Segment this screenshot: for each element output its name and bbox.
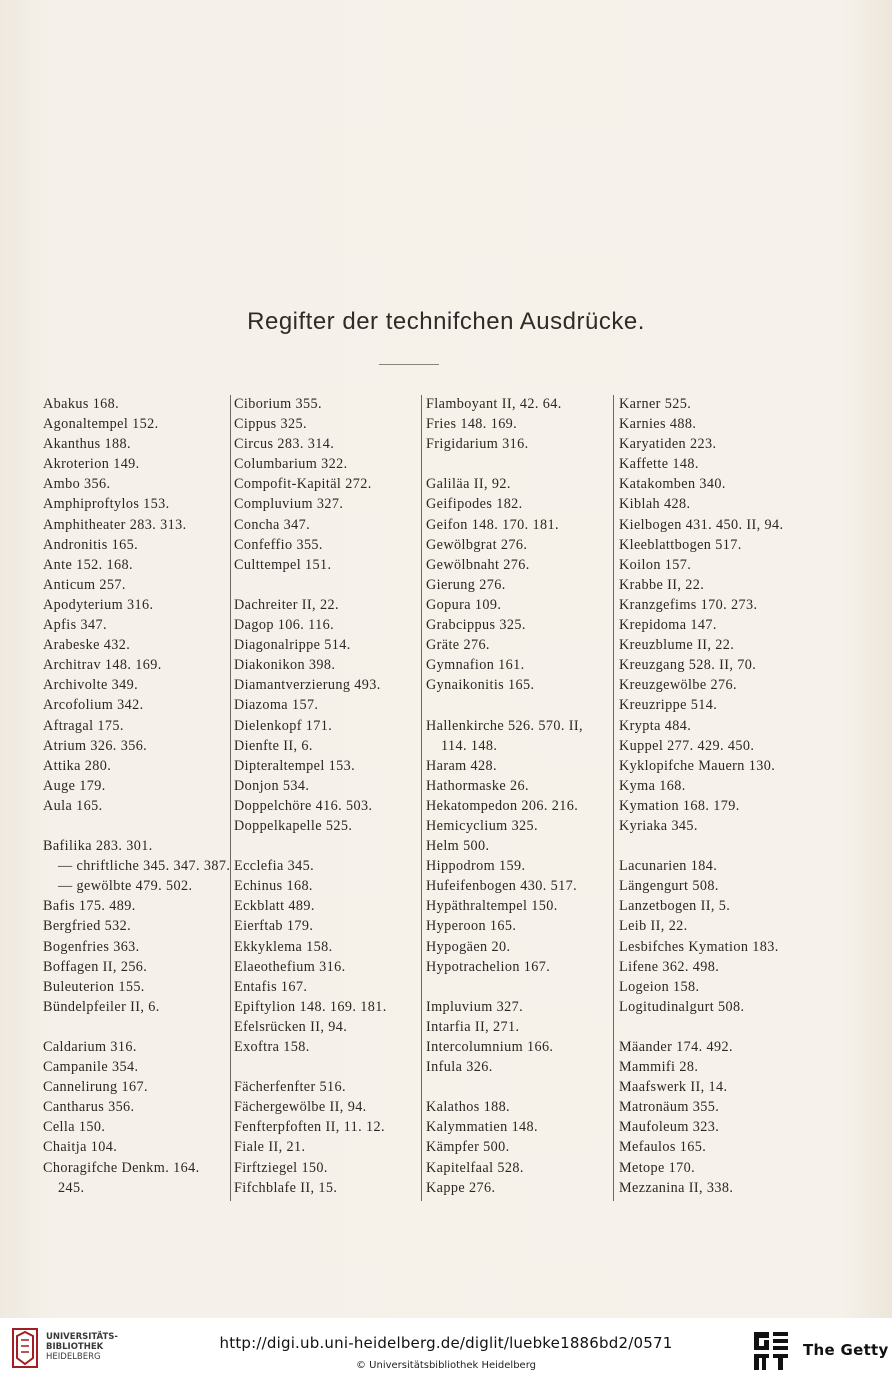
index-entry: Karnies 488. [619, 416, 697, 433]
index-entry: Caldarium 316. [43, 1039, 137, 1055]
index-entry: Fiale II, 21. [234, 1139, 306, 1156]
index-entry: Ecclefia 345. [234, 858, 315, 875]
index-entry: — chriftliche 345. 347. 387. [58, 858, 231, 875]
index-entry: Hallenkirche 526. 570. II, [426, 717, 583, 734]
index-entry: Lesbifches Kymation 183. [619, 938, 779, 955]
index-entry: Grabcippus 325. [426, 617, 526, 634]
index-entry: Gewölbgrat 276. [426, 536, 528, 553]
letter-group-spacer [426, 454, 612, 474]
index-entry: Cannelirung 167. [43, 1079, 148, 1096]
index-entry: Culttempel 151. [234, 556, 332, 573]
index-entry: Kalathos 188. [426, 1099, 511, 1116]
index-entry: Kapitelfaal 528. [426, 1159, 524, 1176]
index-entry: Hekatompedon 206. 216. [426, 797, 579, 814]
index-entry: Buleuterion 155. [43, 978, 145, 995]
index-entry: Fries 148. 169. [426, 416, 518, 433]
index-entry: Fifchblafe II, 15. [234, 1179, 338, 1196]
permalink-url[interactable]: http://digi.ub.uni-heidelberg.de/diglit/luebke1886bd2/0571 [219, 1334, 673, 1352]
index-entry: Dielenkopf 171. [234, 717, 333, 734]
index-entry: 114. 148. [441, 737, 498, 754]
index-entry: Diagonalrippe 514. [234, 637, 351, 654]
index-entry: Mäander 174. 492. [619, 1039, 733, 1055]
index-entry: Hippodrom 159. [426, 858, 526, 875]
index-entry: Impluvium 327. [426, 998, 524, 1015]
library-line: HEIDELBERG [46, 1352, 101, 1362]
index-entry: Echinus 168. [234, 878, 313, 895]
index-entry: Kyklopifche Mauern 130. [619, 757, 776, 774]
index-entry: Dachreiter II, 22. [234, 596, 339, 613]
index-entry: Kleeblattbogen 517. [619, 536, 742, 553]
index-column-4 [619, 394, 805, 1198]
index-entry: Amphiproftylos 153. [43, 496, 170, 513]
index-entry: Matronäum 355. [619, 1099, 720, 1116]
index-entry: Apodyterium 316. [43, 596, 154, 613]
index-entry: Hufeifenbogen 430. 517. [426, 878, 578, 895]
index-entry: Kaffette 148. [619, 456, 699, 473]
index-entry: Karyatiden 223. [619, 436, 717, 453]
index-entry: Krepidoma 147. [619, 617, 717, 634]
index-entry: Kreuzblume II, 22. [619, 637, 735, 654]
index-entry: Koilon 157. [619, 556, 692, 573]
index-entry: Amphitheater 283. 313. [43, 516, 187, 533]
index-entry: Gräte 276. [426, 637, 490, 654]
index-entry: Agonaltempel 152. [43, 416, 159, 433]
index-column-1 [43, 394, 229, 1198]
letter-group-spacer [426, 977, 612, 997]
index-entry: Bafilika 283. 301. [43, 838, 153, 855]
index-entry: Mammifi 28. [619, 1059, 699, 1076]
index-entry: Hypäthraltempel 150. [426, 898, 558, 915]
index-entry: Abakus 168. [43, 396, 120, 412]
index-entry: Andronitis 165. [43, 536, 139, 553]
index-entry: Maufoleum 323. [619, 1119, 720, 1136]
index-entry: Metope 170. [619, 1159, 696, 1176]
index-entry: Diakonikon 398. [234, 657, 336, 674]
index-entry: Arcofolium 342. [43, 697, 144, 714]
index-entry: Hypotrachelion 167. [426, 958, 551, 975]
index-entry: Haram 428. [426, 757, 497, 774]
index-entry: Kämpfer 500. [426, 1139, 510, 1156]
index-entry: Aula 165. [43, 797, 103, 814]
letter-group-spacer [619, 836, 805, 856]
index-entry: Boffagen II, 256. [43, 958, 148, 975]
index-entry: Mezzanina II, 338. [619, 1179, 734, 1196]
index-entry: Donjon 534. [234, 777, 310, 794]
index-entry: Compluvium 327. [234, 496, 344, 513]
index-entry: — gewölbte 479. 502. [58, 878, 193, 895]
index-entry: Doppelchöre 416. 503. [234, 797, 373, 814]
index-entry: Lacunarien 184. [619, 858, 718, 875]
letter-group-spacer [426, 695, 612, 715]
index-entry: Mefaulos 165. [619, 1139, 707, 1156]
index-entry: Cantharus 356. [43, 1099, 135, 1116]
index-entry: Ekkyklema 158. [234, 938, 333, 955]
index-entry: Confeffio 355. [234, 536, 323, 553]
index-entry: Kyriaka 345. [619, 817, 698, 834]
index-entry: Archivolte 349. [43, 677, 139, 694]
index-entry: Krabbe II, 22. [619, 576, 705, 593]
index-entry: Circus 283. 314. [234, 436, 335, 453]
index-entry: Lanzetbogen II, 5. [619, 898, 731, 915]
index-entry: Arabeske 432. [43, 637, 131, 654]
index-entry: Gierung 276. [426, 576, 506, 593]
index-entry: Compofit-Kapitäl 272. [234, 476, 372, 493]
index-entry: Doppelkapelle 525. [234, 817, 353, 834]
index-entry: Fenfterpfoften II, 11. 12. [234, 1119, 385, 1136]
index-entry: Gopura 109. [426, 596, 502, 613]
index-entry: Gynaikonitis 165. [426, 677, 535, 694]
index-entry: Leib II, 22. [619, 918, 688, 935]
index-entry: Gewölbnaht 276. [426, 556, 530, 573]
index-entry: Efelsrücken II, 94. [234, 1018, 348, 1035]
index-entry: Hypogäen 20. [426, 938, 511, 955]
index-entry: Lifene 362. 498. [619, 958, 720, 975]
index-column-2 [234, 394, 420, 1198]
index-entry: 245. [58, 1179, 85, 1196]
index-entry: Bafis 175. 489. [43, 898, 136, 915]
column-divider [613, 395, 614, 1201]
index-entry: Intarfia II, 271. [426, 1018, 520, 1035]
index-entry: Chaitja 104. [43, 1139, 118, 1156]
index-entry: Akanthus 188. [43, 436, 131, 453]
index-entry: Bündelpfeiler II, 6. [43, 998, 160, 1015]
viewer-footer [0, 1318, 892, 1384]
index-entry: Exoftra 158. [234, 1039, 310, 1055]
library-line: BIBLIOTHEK [46, 1342, 104, 1352]
index-entry: Kreuzgang 528. II, 70. [619, 657, 757, 674]
letter-group-spacer [43, 1017, 229, 1037]
index-entry: Dagop 106. 116. [234, 617, 335, 634]
index-entry: Epiftylion 148. 169. 181. [234, 998, 387, 1015]
index-entry: Kyma 168. [619, 777, 686, 794]
index-entry: Kranzgefims 170. 273. [619, 596, 758, 613]
index-entry: Kuppel 277. 429. 450. [619, 737, 755, 754]
letter-group-spacer [43, 816, 229, 836]
index-entry: Flamboyant II, 42. 64. [426, 396, 562, 412]
index-entry: Diazoma 157. [234, 697, 319, 714]
index-entry: Firftziegel 150. [234, 1159, 328, 1176]
index-entry: Atrium 326. 356. [43, 737, 148, 754]
index-entry: Attika 280. [43, 757, 112, 774]
index-entry: Apfis 347. [43, 617, 107, 634]
index-entry: Hemicyclium 325. [426, 817, 538, 834]
index-entry: Frigidarium 316. [426, 436, 529, 453]
index-entry: Maafswerk II, 14. [619, 1079, 728, 1096]
index-column-3 [426, 394, 612, 1198]
index-entry: Infula 326. [426, 1059, 493, 1076]
index-entry: Kymation 168. 179. [619, 797, 740, 814]
index-entry: Entafis 167. [234, 978, 308, 995]
index-entry: Helm 500. [426, 838, 490, 855]
library-line: UNIVERSITÄTS- [46, 1332, 118, 1342]
index-entry: Campanile 354. [43, 1059, 139, 1076]
index-entry: Geifon 148. 170. 181. [426, 516, 559, 533]
index-entry: Bogenfries 363. [43, 938, 140, 955]
index-entry: Cippus 325. [234, 416, 307, 433]
index-entry: Geifipodes 182. [426, 496, 523, 513]
index-entry: Längengurt 508. [619, 878, 719, 895]
column-divider [421, 395, 422, 1201]
index-entry: Architrav 148. 169. [43, 657, 162, 674]
getty-logo-icon [752, 1330, 790, 1372]
index-entry: Diamantverzierung 493. [234, 677, 381, 694]
column-divider [230, 395, 231, 1201]
letter-group-spacer [426, 1077, 612, 1097]
index-entry: Akroterion 149. [43, 456, 140, 473]
index-entry: Galiläa II, 92. [426, 476, 511, 493]
index-entry: Dienfte II, 6. [234, 737, 313, 754]
index-entry: Choragifche Denkm. 164. [43, 1159, 200, 1176]
index-entry: Kalymmatien 148. [426, 1119, 538, 1136]
index-entry: Ante 152. 168. [43, 556, 133, 573]
index-entry: Hathormaske 26. [426, 777, 529, 794]
index-entry: Karner 525. [619, 396, 692, 412]
index-entry: Eckblatt 489. [234, 898, 315, 915]
index-entry: Bergfried 532. [43, 918, 132, 935]
index-entry: Anticum 257. [43, 576, 126, 593]
index-entry: Kreuzrippe 514. [619, 697, 718, 714]
index-entry: Intercolumnium 166. [426, 1039, 554, 1055]
index-entry: Hyperoon 165. [426, 918, 517, 935]
index-entry: Ambo 356. [43, 476, 111, 493]
letter-group-spacer [234, 575, 420, 595]
index-entry: Cella 150. [43, 1119, 106, 1136]
index-entry: Kielbogen 431. 450. II, 94. [619, 516, 784, 533]
index-entry: Kiblah 428. [619, 496, 691, 513]
index-entry: Kreuzgewölbe 276. [619, 677, 737, 694]
index-entry: Eierftab 179. [234, 918, 314, 935]
index-entry: Ciborium 355. [234, 396, 322, 412]
index-entry: Concha 347. [234, 516, 311, 533]
index-entry: Elaeothefium 316. [234, 958, 346, 975]
index-entry: Kappe 276. [426, 1179, 496, 1196]
index-entry: Gymnafion 161. [426, 657, 525, 674]
index-entry: Logeion 158. [619, 978, 700, 995]
index-entry: Columbarium 322. [234, 456, 348, 473]
copyright-notice: © Universitätsbibliothek Heidelberg [355, 1360, 536, 1371]
index-entry: Auge 179. [43, 777, 106, 794]
partner-name: The Getty [803, 1341, 889, 1359]
index-entry: Fächerfenfter 516. [234, 1079, 346, 1096]
index-entry: Dipteraltempel 153. [234, 757, 356, 774]
index-entry: Fächergewölbe II, 94. [234, 1099, 367, 1116]
index-entry: Aftragal 175. [43, 717, 124, 734]
index-entry: Krypta 484. [619, 717, 692, 734]
letter-group-spacer [619, 1017, 805, 1037]
index-entry: Katakomben 340. [619, 476, 726, 493]
index-entry: Logitudinalgurt 508. [619, 998, 745, 1015]
page-title: Regifter der technifchen Ausdrücke. [247, 308, 645, 335]
title-rule [379, 364, 439, 365]
letter-group-spacer [234, 836, 420, 856]
letter-group-spacer [234, 1057, 420, 1077]
